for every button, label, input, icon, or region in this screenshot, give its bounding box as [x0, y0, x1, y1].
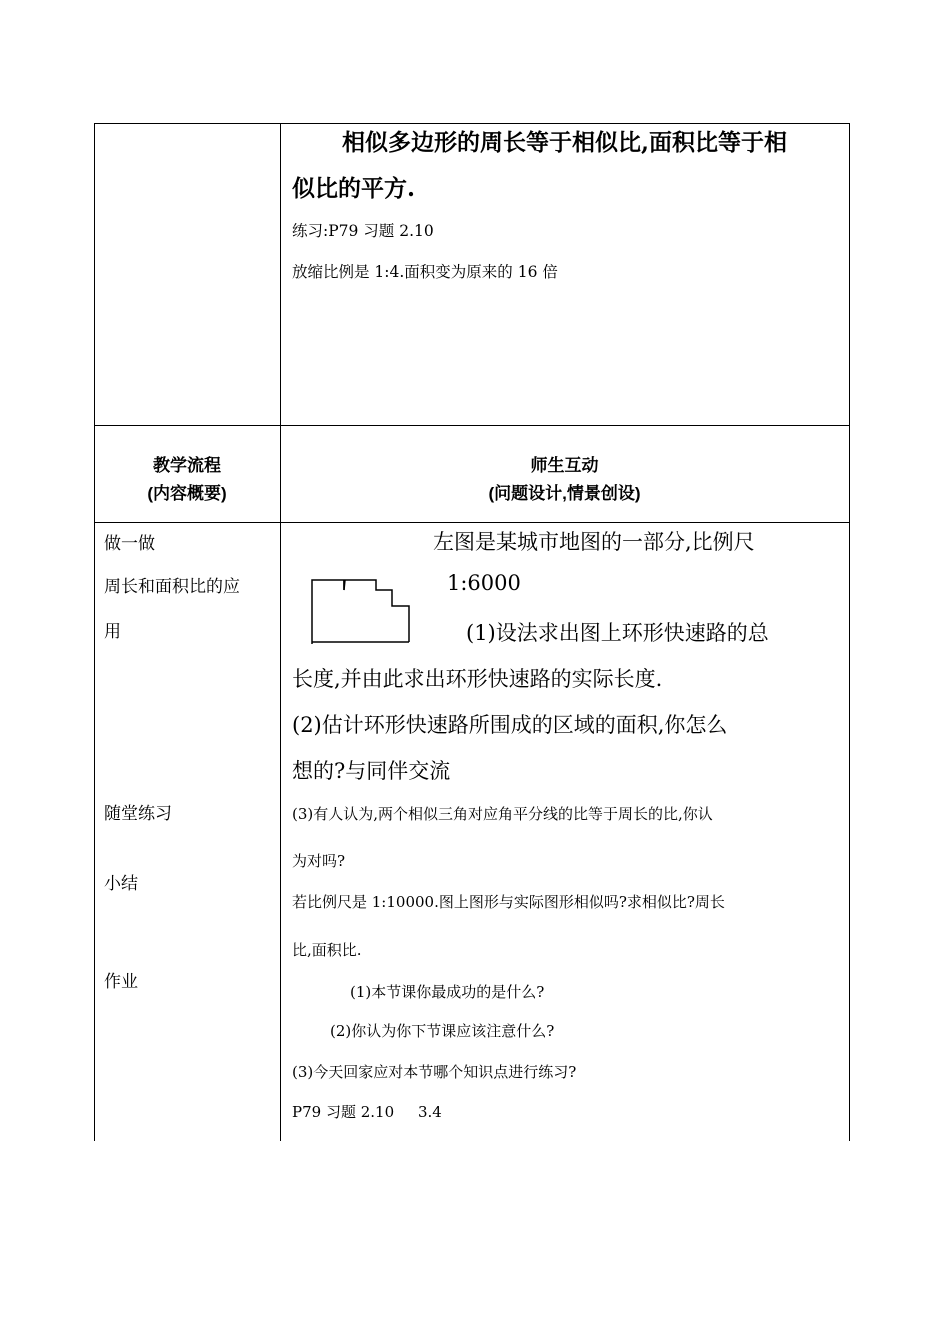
summary-question-2: (2)你认为你下节课应该注意什么?: [330, 1022, 555, 1040]
map-intro-text: 左图是某城市地图的一部分,比例尺: [433, 530, 755, 554]
header-right-line-1: 师生互动: [530, 456, 599, 475]
summary-question-1: (1)本节课你最成功的是什么?: [350, 983, 545, 1001]
header-left-line-1: 教学流程: [153, 456, 221, 475]
map-scale-text: 1:6000: [447, 571, 521, 595]
homework-text: P79 习题 2.10 3.4: [292, 1103, 442, 1121]
header-right-line-2: (问题设计,情景创设): [488, 484, 641, 503]
theorem-line-2: 似比的平方.: [292, 175, 416, 202]
left-label-1: 做一做: [104, 534, 155, 554]
table-left-border: [94, 123, 95, 1141]
column-divider: [280, 123, 281, 1141]
left-label-6: 作业: [104, 972, 138, 992]
left-label-2: 周长和面积比的应: [104, 577, 240, 597]
row-divider-2: [94, 522, 850, 523]
exercise-line-2: 比,面积比.: [292, 941, 362, 959]
header-left-line-2: (内容概要): [147, 484, 227, 503]
question-2-line-1: (2)估计环形快速路所围成的区域的面积,你怎么: [292, 713, 728, 737]
question-1-line-2: 长度,并由此求出环形快速路的实际长度.: [292, 667, 663, 691]
ring-road-map-figure: [306, 574, 416, 646]
question-3-line-2: 为对吗?: [292, 852, 346, 870]
exercise-line-1: 若比例尺是 1:10000.图上图形与实际图形相似吗?求相似比?周长: [292, 893, 725, 911]
theorem-line-1: 相似多边形的周长等于相似比,面积比等于相: [342, 129, 788, 156]
left-label-3: 用: [104, 622, 121, 642]
scale-note-text: 放缩比例是 1:4.面积变为原来的 16 倍: [292, 263, 558, 281]
question-1-line-1: (1)设法求出图上环形快速路的总: [466, 621, 769, 645]
table-right-border: [849, 123, 850, 1141]
practice-text: 练习:P79 习题 2.10: [292, 222, 434, 240]
row-divider-1: [94, 425, 850, 426]
question-2-line-2: 想的?与同伴交流: [292, 759, 451, 783]
left-label-4: 随堂练习: [104, 804, 172, 824]
summary-question-3: (3)今天回家应对本节哪个知识点进行练习?: [292, 1063, 577, 1081]
question-3-line-1: (3)有人认为,两个相似三角对应角平分线的比等于周长的比,你认: [292, 805, 713, 823]
left-label-5: 小结: [104, 874, 138, 894]
